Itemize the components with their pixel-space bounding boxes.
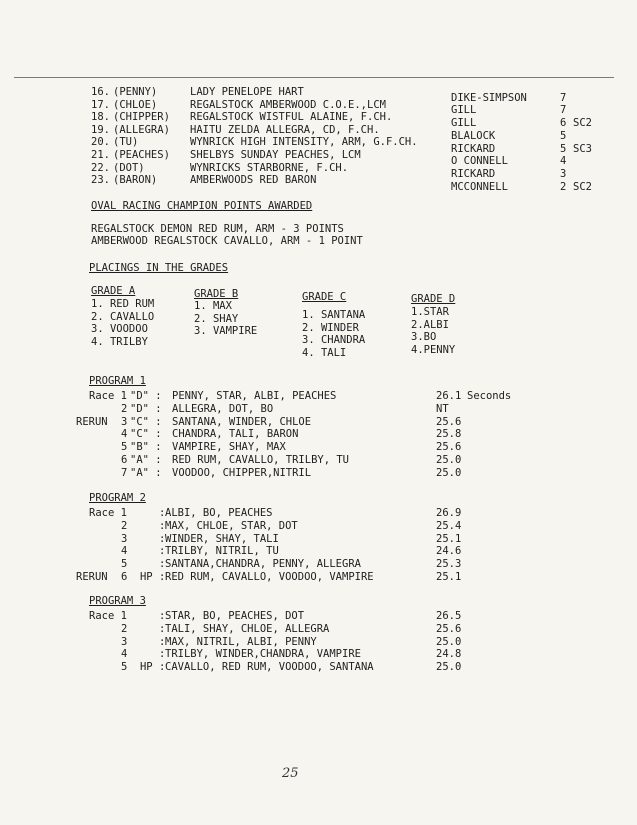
race-number: 5 HP [121,661,153,674]
roster-owner: MCCONNELL [451,181,508,193]
race-time: NT [436,402,449,415]
race-time-unit: Seconds [467,390,512,402]
race-time: 25.6 [436,622,462,635]
roster-owner: GILL [451,104,477,116]
race-time: 25.0 [436,466,462,479]
race-dogs: CAVALLO, RED RUM, VOODOO, SANTANA [165,661,374,674]
race-grade: "C" : [130,415,162,428]
race-dogs: TALI, SHAY, CHLOE, ALLEGRA [165,622,330,635]
program-title: PROGRAM 1 [89,375,146,387]
race-time: 25.1 [436,532,462,545]
program-title: PROGRAM 3 [89,595,146,607]
race-grade: : [159,519,166,532]
placings-heading: PLACINGS IN THE GRADES [89,262,229,274]
race-number: 7 [121,466,128,479]
roster-owner: RICKARD [451,143,496,155]
grade-placing: 3. VOODOO [91,323,148,335]
grade-placing: 1.STAR [411,306,449,318]
race-time: 26.5 [436,610,462,622]
race-grade: "A" : [130,454,162,466]
race-number: 2 [121,402,128,415]
grade-placing: 2. CAVALLO [91,310,155,323]
race-grade: : [159,507,166,519]
oval-points-line: AMBERWOOD REGALSTOCK CAVALLO, ARM - 1 POINT [91,235,363,247]
race-time: 25.0 [436,635,462,648]
roster-title-code: SC3 [573,143,592,155]
roster-points: 7 [560,92,567,104]
race-dogs: WINDER, SHAY, TALI [165,532,279,545]
roster-dog-name: AMBERWOODS RED BARON [190,174,317,187]
roster-points: 4 [560,155,567,167]
race-dogs: RED RUM, CAVALLO, VOODOO, VAMPIRE [165,571,374,583]
roster-dog-name: REGALSTOCK WISTFUL ALAINE, F.CH. [190,111,393,124]
roster-call-name: (BARON) [113,174,158,187]
race-rerun-label: RERUN [76,415,108,428]
race-dogs: RED RUM, CAVALLO, TRILBY, TU [172,454,350,466]
race-number: 4 [121,648,128,661]
race-time: 25.3 [436,558,462,571]
race-dogs: TRILBY, NITRIL, TU [165,545,279,558]
race-time: 25.0 [436,661,462,674]
race-time: 25.6 [436,441,462,454]
grade-placing: 3. CHANDRA [302,334,366,346]
race-dogs: VAMPIRE, SHAY, MAX [172,441,286,454]
roster-call-name: (PEACHES) [113,149,170,161]
roster-call-name: (DOT) [113,161,145,174]
roster-number: 17. [91,98,110,111]
roster-points: 3 [560,168,567,180]
roster-call-name: (TU) [113,136,139,149]
race-grade: : [159,622,166,635]
grade-title: GRADE D [411,293,456,305]
grade-placing: 4.PENNY [411,343,456,356]
roster-points: 6 [560,117,567,129]
program-title: PROGRAM 2 [89,492,146,504]
race-grade: "B" : [130,441,162,454]
roster-call-name: (ALLEGRA) [113,123,170,136]
grade-placing: 3. VAMPIRE [194,325,258,337]
race-number: 5 [121,558,128,571]
race-dogs: ALLEGRA, DOT, BO [172,402,274,415]
race-time: 25.1 [436,571,462,583]
race-time: 25.6 [436,415,462,428]
race-number: 2 [121,519,128,532]
race-time: 24.8 [436,648,462,661]
race-grade: : [159,532,166,545]
race-grade: : [159,661,166,674]
grade-title: GRADE B [194,288,239,300]
roster-dog-name: WYNRICK HIGH INTENSITY, ARM, G.F.CH. [190,136,418,149]
roster-number: 21. [91,149,110,161]
roster-owner: GILL [451,117,477,129]
roster-dog-name: LADY PENELOPE HART [190,86,304,98]
race-dogs: STAR, BO, PEACHES, DOT [165,610,305,622]
roster-owner: BLALOCK [451,130,496,142]
roster-title-code: SC2 [573,181,592,193]
race-number: Race 1 [89,390,127,402]
roster-number: 16. [91,86,110,98]
race-number: 4 [121,545,128,558]
grade-title: GRADE A [91,285,136,297]
roster-number: 19. [91,123,110,136]
race-grade: "D" : [130,390,162,402]
grade-placing: 4. TALI [302,346,347,359]
race-dogs: ALBI, BO, PEACHES [165,507,273,519]
grade-placing: 2. SHAY [194,312,239,325]
race-dogs: SANTANA,CHANDRA, PENNY, ALLEGRA [165,558,361,571]
roster-number: 22. [91,161,110,174]
grade-placing: 1. RED RUM [91,298,155,310]
page-number: 25 [282,766,299,781]
grade-placing: 1. MAX [194,300,232,312]
race-number: Race 1 [89,507,127,519]
roster-points: 7 [560,104,567,116]
race-number: 4 [121,428,128,441]
roster-number: 20. [91,136,110,149]
oval-heading: OVAL RACING CHAMPION POINTS AWARDED [91,200,313,212]
race-time: 25.4 [436,519,462,532]
race-dogs: PENNY, STAR, ALBI, PEACHES [172,390,337,402]
race-grade: : [159,571,166,583]
race-dogs: SANTANA, WINDER, CHLOE [172,415,312,428]
race-number: 3 [121,415,128,428]
race-time: 25.8 [436,428,462,441]
race-grade: : [159,648,166,661]
roster-call-name: (CHIPPER) [113,111,170,124]
race-time: 24.6 [436,545,462,558]
roster-dog-name: WYNRICKS STARBORNE, F.CH. [190,161,349,174]
race-dogs: TRILBY, WINDER,CHANDRA, VAMPIRE [165,648,361,661]
race-grade: : [159,558,166,571]
race-grade: "C" : [130,428,162,441]
roster-dog-name: REGALSTOCK AMBERWOOD C.O.E.,LCM [190,98,386,111]
race-number: 6 HP [121,571,153,583]
race-dogs: MAX, CHLOE, STAR, DOT [165,519,298,532]
race-grade: "A" : [130,466,162,479]
race-grade: : [159,610,166,622]
roster-call-name: (PENNY) [113,86,158,98]
race-dogs: VOODOO, CHIPPER,NITRIL [172,466,312,479]
race-time: 26.9 [436,507,462,519]
race-time: 26.1 [436,390,462,402]
roster-owner: O CONNELL [451,155,508,167]
roster-number: 18. [91,111,110,124]
roster-points: 2 [560,181,567,193]
roster-owner: RICKARD [451,168,496,180]
oval-points-line: REGALSTOCK DEMON RED RUM, ARM - 3 POINTS [91,223,344,235]
roster-call-name: (CHLOE) [113,98,158,111]
roster-title-code: SC2 [573,117,592,129]
race-dogs: CHANDRA, TALI, BARON [172,428,299,441]
race-grade: : [159,635,166,648]
race-number: 3 [121,532,128,545]
grade-placing: 3.BO [411,331,437,343]
race-grade: : [159,545,166,558]
roster-dog-name: HAITU ZELDA ALLEGRA, CD, F.CH. [190,123,380,136]
race-number: Race 1 [89,610,127,622]
grade-placing: 4. TRILBY [91,335,148,348]
race-number: 6 [121,454,128,466]
roster-dog-name: SHELBYS SUNDAY PEACHES, LCM [190,149,361,161]
grade-title: GRADE C [302,291,347,303]
race-dogs: MAX, NITRIL, ALBI, PENNY [165,635,317,648]
race-rerun-label: RERUN [76,571,108,583]
roster-points: 5 [560,143,567,155]
grade-placing: 1. SANTANA [302,309,366,321]
grade-placing: 2. WINDER [302,321,359,334]
race-number: 5 [121,441,128,454]
top-rule [14,77,614,78]
race-number: 2 [121,622,128,635]
roster-points: 5 [560,130,567,142]
race-time: 25.0 [436,454,462,466]
roster-owner: DIKE-SIMPSON [451,92,527,104]
roster-number: 23. [91,174,110,187]
grade-placing: 2.ALBI [411,318,449,331]
race-number: 3 [121,635,128,648]
race-grade: "D" : [130,402,162,415]
